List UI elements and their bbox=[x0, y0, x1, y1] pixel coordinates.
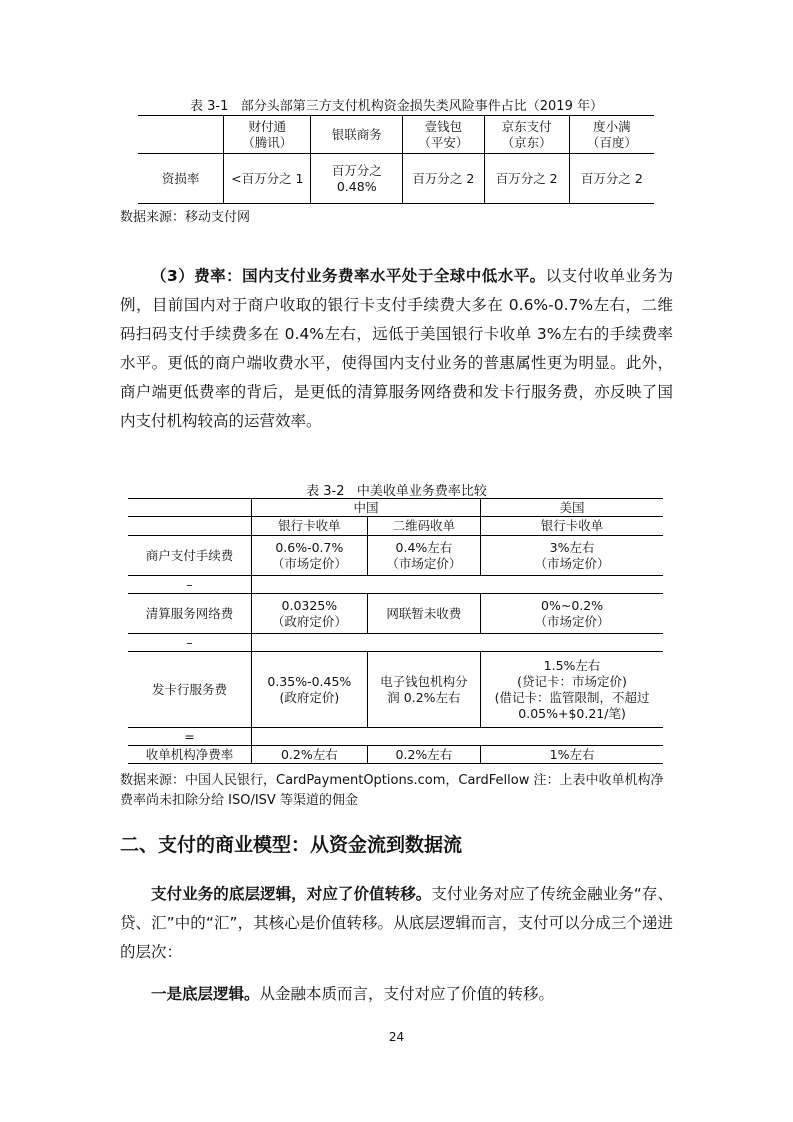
table1-source: 数据来源：移动支付网 bbox=[120, 210, 251, 225]
table1-header-jdpay: 京东支付 （京东） bbox=[484, 116, 569, 154]
table2-cell: 0.4%左右 （市场定价） bbox=[367, 536, 480, 576]
table2-cell: 1.5%左右 (贷记卡：市场定价) (借记卡：监管限制，不超过 0.05%+$0.21/笔) bbox=[481, 652, 663, 728]
table2-row-label: 清算服务网络费 bbox=[128, 594, 251, 634]
table2-subheader-qr: 二维码收单 bbox=[367, 517, 480, 536]
table2-row-label: 收单机构净费率 bbox=[128, 746, 251, 764]
table1-cell: 百万分之 2 bbox=[403, 154, 484, 204]
table2-operator-span bbox=[251, 576, 663, 594]
table1-header-empty bbox=[138, 116, 224, 154]
table2-subheader-bankcard-us: 银行卡收单 bbox=[481, 517, 663, 536]
paragraph-first-level-text: 从金融本质而言，支付对应了价值的转移。 bbox=[259, 985, 555, 1003]
paragraph-fee-rate-bold: （3）费率：国内支付业务费率水平处于全球中低水平。 bbox=[151, 267, 546, 285]
table1-row-label: 资损率 bbox=[138, 154, 224, 204]
table2-operator-span bbox=[251, 634, 663, 652]
paragraph-fee-rate-text: 以支付收单业务为例，目前国内对于商户收取的银行卡支付手续费大多在 0.6%-0.7%左右，二维码扫码支付手续费多在 0.4%左右，远低于美国银行卡收单 3%左右的手续费率水平。更低的商户端收费水平，使得国内支付业务的普惠属性更为明显。此外，商户端更低费率的背后，是更低的清算服务网络费和发卡行服务费，亦反映了国内支付机构较高的运营效率。 bbox=[120, 267, 673, 430]
table2-subheader-bankcard-cn: 银行卡收单 bbox=[251, 517, 367, 536]
table2-cell: 0.6%-0.7% （市场定价） bbox=[251, 536, 367, 576]
paragraph-first-level-bold: 一是底层逻辑。 bbox=[151, 985, 260, 1003]
table1-header-yiqianbao: 壹钱包 （平安） bbox=[403, 116, 484, 154]
table2-operator: – bbox=[128, 634, 251, 652]
paragraph-value-transfer-text: 支付业务对应了传统金融业务“存、贷、汇”中的“汇”，其核心是价值转移。从底层逻辑而言，支付可以分成三个递进的层次： bbox=[120, 885, 673, 961]
table1-cell: <百万分之 1 bbox=[224, 154, 311, 204]
table2-cell: 0.2%左右 bbox=[367, 746, 480, 764]
table2-operator-span bbox=[251, 728, 663, 746]
page-number: 24 bbox=[388, 1030, 405, 1044]
table2 bbox=[128, 498, 663, 764]
table2-source: 数据来源：中国人民银行，CardPaymentOptions.com，CardFellow 注：上表中收单机构净费率尚未扣除分给 ISO/ISV 等渠道的佣金 bbox=[120, 773, 664, 808]
table1-cell: 百万分之 2 bbox=[484, 154, 569, 204]
table1 bbox=[138, 115, 654, 204]
table1-header-duxiaoman: 度小满 （百度） bbox=[569, 116, 654, 154]
section-heading: 二、支付的商业模型：从资金流到数据流 bbox=[120, 834, 463, 856]
table2-cell: 网联暂未收费 bbox=[367, 594, 480, 634]
table2-cell: 1%左右 bbox=[481, 746, 663, 764]
table1-cell: 百万分之 0.48% bbox=[311, 154, 403, 204]
table2-row-label: 发卡行服务费 bbox=[128, 652, 251, 728]
table2-cell: 电子钱包机构分 润 0.2%左右 bbox=[367, 652, 480, 728]
table2-operator: – bbox=[128, 576, 251, 594]
table2-cell: 3%左右 （市场定价） bbox=[481, 536, 663, 576]
paragraph-value-transfer bbox=[120, 880, 673, 967]
paragraph-first-level bbox=[120, 980, 673, 1009]
table2-subheader-empty bbox=[128, 517, 251, 536]
table2-row-label: 商户支付手续费 bbox=[128, 536, 251, 576]
table1-header-chinaums: 银联商务 bbox=[311, 116, 403, 154]
table2-operator: = bbox=[128, 728, 251, 746]
table2-region-china: 中国 bbox=[251, 499, 480, 517]
table1-caption: 表 3-1 部分头部第三方支付机构资金损失类风险事件占比（2019 年） bbox=[190, 99, 603, 114]
paragraph-fee-rate bbox=[120, 262, 673, 436]
table2-caption: 表 3-2 中美收单业务费率比较 bbox=[306, 484, 487, 499]
table1-header-tenpay: 财付通 （腾讯） bbox=[224, 116, 311, 154]
table2-cell: 0.0325% （政府定价） bbox=[251, 594, 367, 634]
table2-cell: 0%~0.2% （市场定价） bbox=[481, 594, 663, 634]
table2-corner bbox=[128, 499, 251, 517]
table2-cell: 0.35%-0.45% (政府定价) bbox=[251, 652, 367, 728]
table1-cell: 百万分之 2 bbox=[569, 154, 654, 204]
paragraph-value-transfer-bold: 支付业务的底层逻辑，对应了价值转移。 bbox=[151, 885, 432, 903]
table2-cell: 0.2%左右 bbox=[251, 746, 367, 764]
table2-region-us: 美国 bbox=[481, 499, 663, 517]
